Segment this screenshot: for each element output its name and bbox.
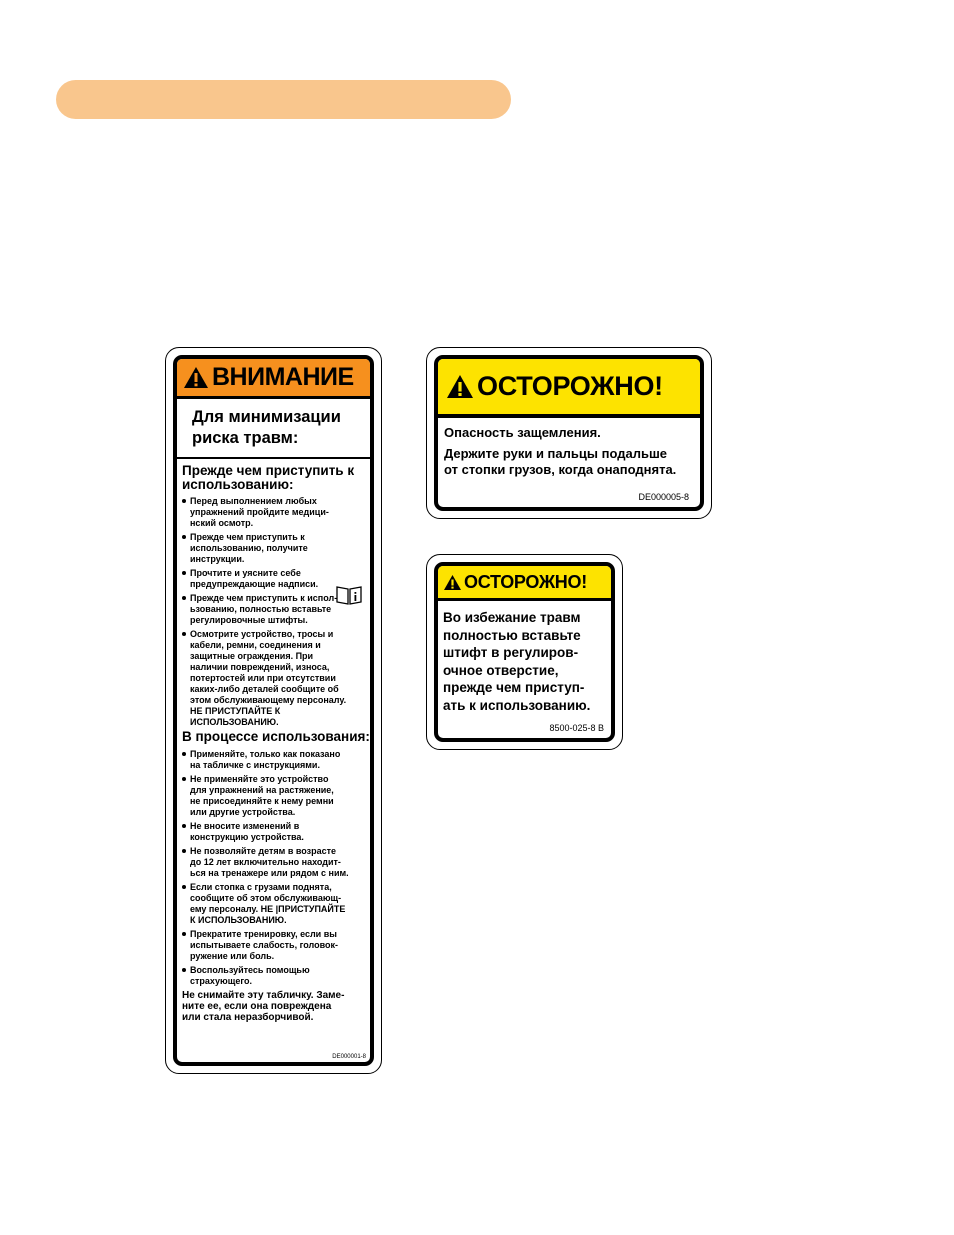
label-code: DE000005-8 xyxy=(638,492,689,502)
warning-triangle-icon xyxy=(183,366,209,389)
during-use-list xyxy=(182,749,370,987)
caution-header xyxy=(177,359,370,399)
warning-body xyxy=(438,418,700,478)
warning-label-frame xyxy=(434,355,704,511)
caution-footer-note: Не снимайте эту табличку. Заме- ните ее, если она повреждена или стала неразборчивой. xyxy=(182,989,345,1023)
warning-triangle-icon xyxy=(446,374,474,399)
list-item: Не применяйте это устройство для упражнений на растяжение, не присоединяйте к нему ремни или другие устройства. xyxy=(182,774,370,818)
list-item: Не вносите изменений в конструкцию устройства. xyxy=(182,821,370,843)
warning-label-frame xyxy=(434,562,615,742)
caution-header-text: ВНИМАНИЕ xyxy=(212,363,354,391)
list-item: Осмотрите устройство, тросы и кабели, ремни, соединения и защитные ограждения. При наличии повреждений, износа, потертостей или при отсутствии каких-либо деталей сообщите об этом обслуживающему персоналу. НЕ ПРИСТУПАЙТЕ К ИСПОЛЬЗОВАНИЮ. xyxy=(182,629,370,728)
warning-header-text: ОСТОРОЖНО! xyxy=(477,371,663,401)
list-item: Перед выполнением любых упражнений пройдите медици- нский осмотр. xyxy=(182,496,370,529)
warning-triangle-icon xyxy=(443,574,462,591)
before-use-list xyxy=(182,496,370,728)
caution-subheader: Для минимизации риска травм: xyxy=(177,399,370,459)
caution-body xyxy=(177,459,370,1023)
list-item: Воспользуйтесь помощью страхующего. xyxy=(182,965,370,987)
section-header-bar xyxy=(56,80,511,119)
label-code: DE000001-8 xyxy=(332,1054,366,1060)
warning-header xyxy=(438,359,700,418)
book-info-icon xyxy=(336,585,362,605)
list-item: Если стопка с грузами поднята, сообщите об этом обслуживающ- ему персоналу. НЕ |ПРИСТУПАЙТЕ К ИСПОЛЬЗОВАНИЮ. xyxy=(182,882,370,926)
label-code: 8500-025-8 B xyxy=(549,723,604,733)
section-title-during-use: В процессе использования: xyxy=(182,729,370,744)
list-item: Не позволяйте детям в возрасте до 12 лет включительно находит- ься на тренажере или рядом с ним. xyxy=(182,846,370,879)
warning-instruction-text: Держите руки и пальцы подальше от стопки грузов, когда онаподнята. xyxy=(444,446,677,477)
list-item: Применяйте, только как показано на табличке с инструкциями. xyxy=(182,749,370,771)
caution-label-vnimanie xyxy=(165,347,382,1074)
caution-label-frame xyxy=(173,355,374,1066)
warning-header xyxy=(438,566,611,601)
warning-label-pinch xyxy=(426,347,712,519)
list-item: Прекратите тренировку, если вы испытываете слабость, головок- ружение или боль. xyxy=(182,929,370,962)
list-item: Прочтите и уясните себе предупреждающие надписи. xyxy=(182,568,370,590)
list-item: Прежде чем приступить к использованию, получите инструкции. xyxy=(182,532,370,565)
list-item: Прежде чем приступить к испол- ьзованию, полностью вставьте регулировочные штифты. xyxy=(182,593,370,626)
warning-body: Во избежание травм полностью вставьте штифт в регулиров- очное отверстие, прежде чем приступ- ать к использованию. xyxy=(443,610,591,713)
warning-hazard-text: Опасность защемления. xyxy=(444,425,601,440)
section-title-before-use: Прежде чем приступить к использованию: xyxy=(182,463,355,492)
warning-header-text: ОСТОРОЖНО! xyxy=(464,571,587,592)
warning-label-pin xyxy=(426,554,623,750)
